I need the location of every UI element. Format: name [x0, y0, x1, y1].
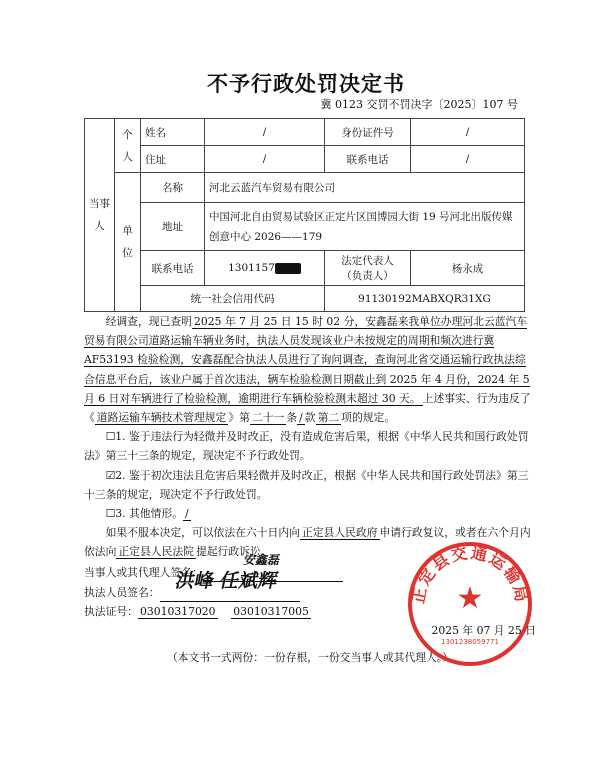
redaction-block: [275, 263, 301, 274]
findings-paragraph: 经调查，现已查明 2025 年 7 月 25 日 15 时 02 分，安鑫磊来我单位办理河北云蓝汽车贸易有限公司道路运输车辆业务时，执法人员发现该业户未按规定的周期和频次进行冀 AF53193 检验检测，安鑫磊配合执法人员进行了询问调查，查询河北省交通运输行政执法综合信息平台后，该业户属于首次违法，辆车检验检测日期截止到 2025 年 4 月份，2024 年 5 月 6 日对车辆进行了检验检测，逾期进行车辆检验检测未超过 30 天。 上述事实、行为违反了《 道路运输车辆技术管理规定 》第 二十一 条 / 款 第二 项的规定。 ☐1. 鉴于违法行为轻微并及时改正，没有造成危害后果，根据《中华人民共和国行政处罚法》第三十三条的规定，现决定不予行政处罚。 ☑2. 鉴于初次违法且危害后果轻微并及时改正，根据《中华人民共和国行政处罚法》第三十三条的规定，现决定不予行政处罚。 ☐3. 其他情形。 / 如果不服本决定，可以依法在六十日内向 正定县人民政府 申请行政复议，或者在六个月内依法向 正定县人民法院 提起行政诉讼。 当事人或其代理人签名： 执法人员签名： 执法证号： 03010317020 03010317005 2025 年 07 月 25 日 （本文书一式两份：一份存根，一份交当事人或其代理人。）: [84, 312, 536, 668]
legal-rep-value: 杨永成: [411, 251, 525, 286]
document-title: 不予行政处罚决定书: [207, 72, 405, 96]
option-3: ☐3. 其他情形。 /: [105, 507, 189, 521]
legal-rep-label: 法定代表人 （负责人）: [325, 251, 411, 286]
party-signature-row: 当事人或其代理人签名：: [84, 562, 536, 582]
officer-signature: 洪峰 任斌辉: [173, 570, 280, 592]
seal-code: 1301238059771: [441, 638, 499, 646]
party-signature: 安鑫磊: [242, 553, 282, 567]
company-address-label: 地址: [141, 203, 205, 251]
address-label: 住址: [141, 146, 205, 173]
certificate-row: 执法证号： 03010317020 03010317005: [84, 605, 309, 619]
officer-signature-row: 执法人员签名：: [84, 582, 536, 602]
footer-note: （本文书一式两份：一份存根，一份交当事人或其代理人。）: [166, 651, 454, 665]
credit-code-label: 统一社会信用代码: [141, 286, 325, 312]
option-2: ☑2. 鉴于初次违法且危害后果轻微并及时改正，根据《中华人民共和国行政处罚法》第三十三条的规定，现决定不予行政处罚。: [84, 468, 529, 501]
party-info-table: [84, 118, 525, 312]
decision-date: 2025 年 07 月 25 日: [431, 624, 536, 638]
address-value: /: [205, 146, 325, 173]
company-address-value: 中国河北自由贸易试验区正定片区国博园大街 19 号河北出版传媒创意中心 2026——179: [205, 203, 525, 251]
company-name-value: 河北云蓝汽车贸易有限公司: [205, 173, 525, 203]
name-label: 姓名: [141, 119, 205, 146]
individual-label: 个人: [115, 119, 141, 173]
phone-label: 联系电话: [325, 146, 411, 173]
id-value: /: [411, 119, 525, 146]
company-phone-label: 联系电话: [141, 251, 205, 286]
party-label: 当事人: [85, 119, 115, 312]
seal-star-icon: ★: [456, 581, 484, 616]
company-phone-value: 1301157: [205, 251, 325, 286]
document-number: 冀 0123 交罚不罚决字〔2025〕107 号: [320, 98, 518, 111]
appeal-paragraph: 如果不服本决定，可以依法在六十日内向 正定县人民政府 申请行政复议，或者在六个月内依法向 正定县人民法院 提起行政诉讼。: [84, 526, 531, 559]
unit-label: 单位: [115, 173, 141, 312]
id-label: 身份证件号: [325, 119, 411, 146]
seal-text: 正定县交通运输局: [408, 542, 532, 606]
credit-code-value: 91130192MABXQR31XG: [325, 286, 525, 312]
option-1: ☐1. 鉴于违法行为轻微并及时改正，没有造成危害后果，根据《中华人民共和国行政处罚法》第三十三条的规定，现决定不予行政处罚。: [84, 430, 529, 463]
official-seal: [406, 540, 534, 668]
company-name-label: 名称: [141, 173, 205, 203]
phone-value: /: [411, 146, 525, 173]
name-value: /: [205, 119, 325, 146]
